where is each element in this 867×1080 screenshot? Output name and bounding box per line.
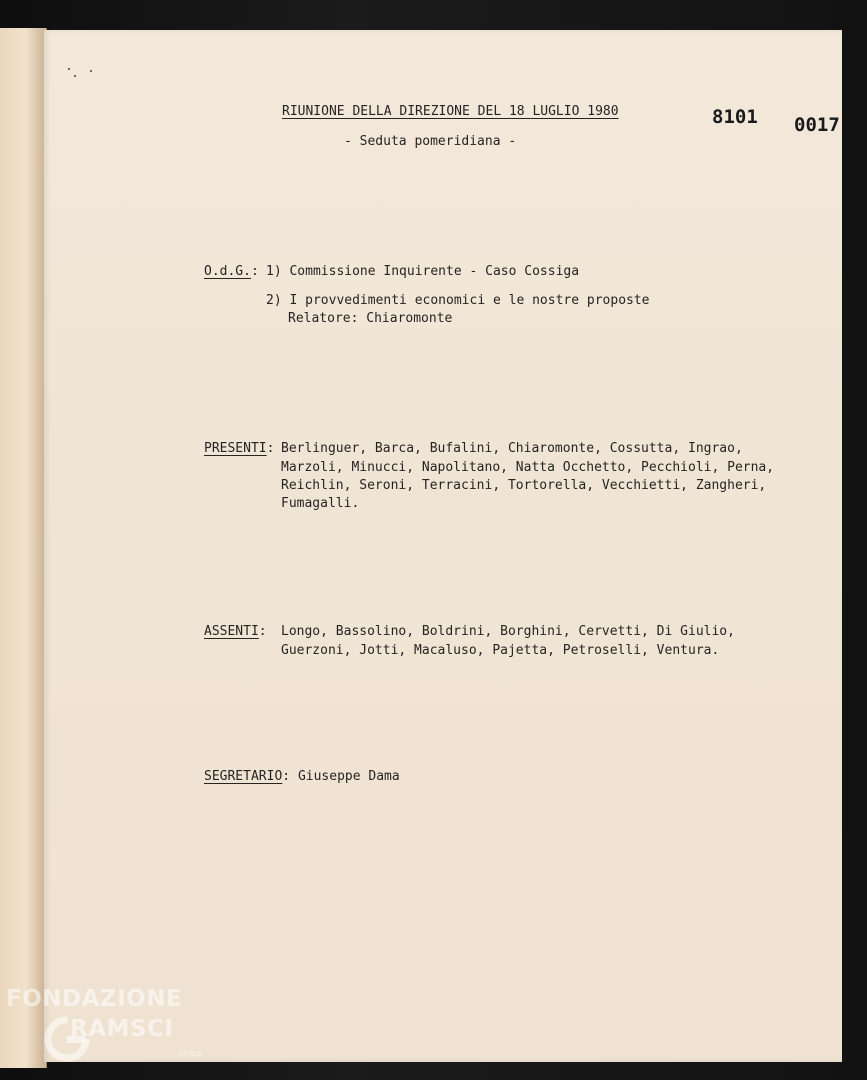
agenda-item-1: 1) Commissione Inquirente - Caso Cossiga	[266, 264, 580, 279]
agenda-label-line	[204, 264, 259, 279]
secretary-name: Giuseppe Dama	[297, 769, 400, 784]
absent-list-line: Longo, Bassolino, Boldrini, Borghini, Cervetti, Di Giulio,	[281, 624, 735, 639]
present-list-line: Reichlin, Seroni, Terracini, Tortorella, Vecchietti, Zangheri,	[281, 478, 767, 493]
meeting-subtitle: - Seduta pomeridiana -	[344, 134, 517, 149]
absent-label-sep: :	[258, 624, 267, 639]
document-page	[44, 30, 842, 1062]
watermark-line-3: onlus	[178, 1049, 203, 1059]
foundation-watermark	[6, 986, 216, 1076]
meeting-title: RIUNIONE DELLA DIREZIONE DEL 18 LUGLIO 1980	[282, 104, 619, 119]
watermark-line-2: RAMSCI	[70, 1016, 174, 1042]
agenda-label-sep: :	[250, 264, 259, 279]
absent-label-line	[204, 624, 267, 639]
absent-list-line: Guerzoni, Jotti, Macaluso, Pajetta, Petroselli, Ventura.	[281, 643, 720, 658]
secretary-line	[204, 769, 400, 784]
paper-speck	[74, 75, 76, 77]
archive-stamp-number: 8101	[712, 106, 758, 128]
agenda-item-2-speaker: Relatore: Chiaromonte	[288, 311, 453, 326]
present-list-line: Fumagalli.	[281, 496, 360, 511]
present-label-sep: :	[266, 441, 275, 456]
present-list-line: Marzoli, Minucci, Napolitano, Natta Occhetto, Pecchioli, Perna,	[281, 460, 775, 475]
secretary-label-sep: :	[282, 769, 291, 784]
absent-label: ASSENTI	[204, 624, 259, 639]
secretary-label: SEGRETARIO	[204, 769, 283, 784]
paper-speck	[90, 70, 92, 72]
present-list-line: Berlinguer, Barca, Bufalini, Chiaromonte, Cossutta, Ingrao,	[281, 441, 743, 456]
present-label: PRESENTI	[204, 441, 267, 456]
agenda-item-2: 2) I provvedimenti economici e le nostre proposte	[266, 293, 650, 308]
present-label-line	[204, 441, 274, 456]
agenda-label: O.d.G.	[204, 264, 251, 279]
previous-page-edge	[0, 28, 47, 1068]
paper-speck	[68, 68, 70, 70]
watermark-line-1: FONDAZIONE	[6, 986, 183, 1012]
archive-stamp-page: 0017	[794, 114, 840, 136]
